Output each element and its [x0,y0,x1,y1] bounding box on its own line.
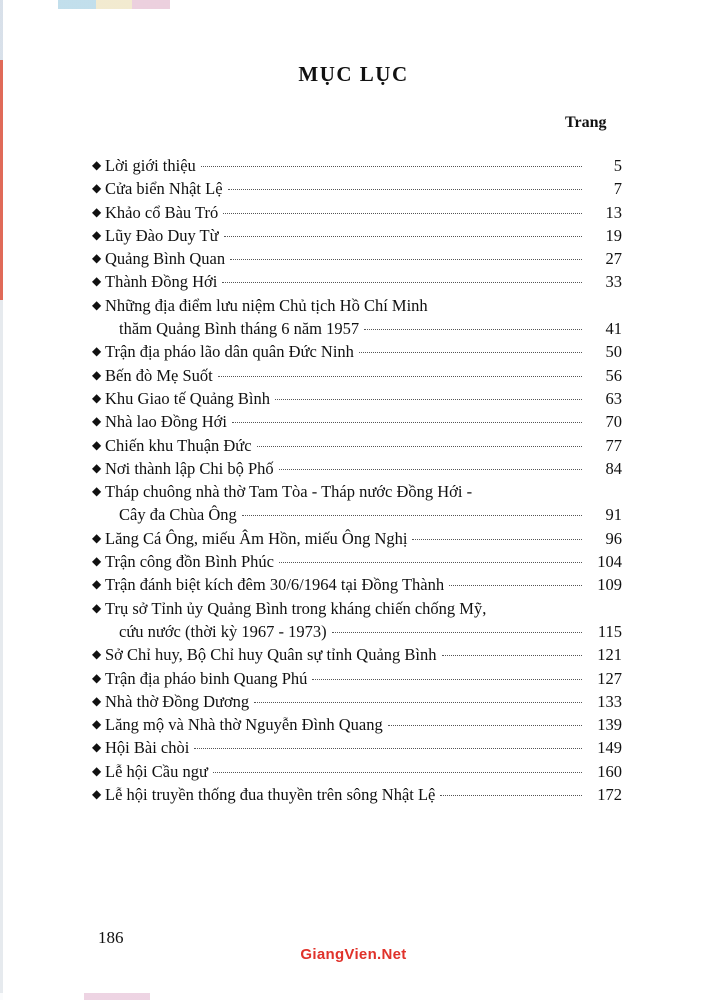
bullet-icon: ◆ [92,204,102,219]
toc-entry-title: Bến đò Mẹ Suốt [105,365,213,385]
bullet-icon: ◆ [92,787,102,802]
leader-dots [332,632,582,633]
toc-entry-page-number: 84 [605,458,622,478]
toc-entry-page-number: 109 [597,575,622,595]
bullet-icon: ◆ [92,460,102,475]
bullet-icon: ◆ [92,414,102,429]
toc-entry-row[interactable] [92,202,622,222]
toc-entry-title: Trận địa pháo lão dân quân Đức Ninh [105,342,354,362]
toc-entry-row[interactable] [92,225,622,245]
toc-entry-row[interactable] [92,787,622,804]
toc-entry-page-number: 50 [605,342,622,362]
toc-entry-page-number: 133 [597,691,622,711]
toc-entry-page-number: 172 [597,785,622,805]
toc-entry-row[interactable] [92,717,622,734]
bullet-icon: ◆ [92,554,102,569]
leader-dots [194,748,582,749]
leader-dots [242,515,582,516]
toc-entry-page-number: 41 [605,319,622,339]
toc-entry-title: Nhà lao Đồng Hới [105,412,227,432]
leader-dots [230,259,582,260]
watermark: GiangVien.Net [300,946,407,963]
leader-dots [442,655,583,656]
leader-dots [257,446,582,447]
leader-dots [223,213,582,214]
leader-dots [359,352,582,353]
toc-entry-page-number: 27 [605,249,622,269]
toc-entry-page-number: 160 [597,761,622,781]
leader-dots [201,166,582,167]
bullet-icon: ◆ [92,717,102,732]
toc-entry-page-number: 13 [605,202,622,222]
toc-entry-row[interactable] [92,668,622,688]
leader-dots [440,795,582,796]
toc-entry-page-number: 104 [597,552,622,572]
toc-entry-page-number: 77 [605,435,622,455]
bullet-icon: ◆ [92,251,102,266]
toc-entry-row[interactable] [92,621,622,641]
toc-entry-page-number: 139 [597,715,622,735]
toc-entry-row[interactable] [92,740,622,757]
toc-entry-title: Hội Bài chòi [105,738,190,758]
toc-entry-title: Khảo cổ Bàu Tró [105,202,219,222]
bullet-icon: ◆ [92,297,102,312]
column-header-page-number: Trang [565,114,607,131]
leader-dots [222,282,582,283]
bullet-icon: ◆ [92,647,102,662]
toc-entry-title: thăm Quảng Bình tháng 6 năm 1957 [119,319,360,339]
bullet-icon: ◆ [92,530,102,545]
toc-entry-title: Quảng Bình Quan [105,249,226,269]
table-of-contents [92,158,622,810]
toc-entry-row[interactable] [92,577,622,594]
toc-entry-title: Cửa biển Nhật Lệ [105,179,223,199]
toc-entry-row[interactable] [92,484,622,501]
toc-entry-page-number: 19 [605,225,622,245]
toc-entry-page-number: 127 [597,668,622,688]
bullet-icon: ◆ [92,670,102,685]
toc-entry-title: Trụ sở Tỉnh ủy Quảng Bình trong kháng chiến chống Mỹ, [105,598,487,618]
toc-entry-row[interactable] [92,321,622,338]
toc-entry-title: Lễ hội truyền thống đua thuyền trên sông Nhật Lệ [105,785,436,805]
leader-dots [364,329,582,330]
toc-entry-title: Những địa điểm lưu niệm Chủ tịch Hồ Chí Minh [105,295,428,315]
toc-entry-row[interactable] [92,274,622,291]
toc-entry-title: cứu nước (thời kỳ 1967 - 1973) [119,621,327,641]
leader-dots [218,376,582,377]
toc-entry-row[interactable] [92,507,622,524]
toc-entry-row[interactable] [92,691,622,711]
toc-entry-row[interactable] [92,365,622,385]
bullet-icon: ◆ [92,600,102,615]
bullet-icon: ◆ [92,367,102,382]
toc-entry-title: Lăng mộ và Nhà thờ Nguyễn Đình Quang [105,715,383,735]
toc-entry-title: Lũy Đào Duy Từ [105,225,219,245]
toc-entry-row[interactable] [92,344,622,361]
leader-dots [254,702,582,703]
toc-entry-row[interactable] [92,414,622,431]
toc-entry-title: Cây đa Chùa Ông [119,505,237,525]
toc-entry-row[interactable] [92,528,622,548]
toc-entry-title: Lời giới thiệu [105,156,196,175]
toc-entry-row[interactable] [92,435,622,455]
toc-entry-title: Khu Giao tế Quảng Bình [105,388,270,408]
toc-entry-page-number: 56 [605,365,622,385]
leader-dots [449,585,582,586]
bullet-icon: ◆ [92,484,102,499]
toc-entry-title: Chiến khu Thuận Đức [105,435,252,455]
bullet-icon: ◆ [92,274,102,289]
bullet-icon: ◆ [92,763,102,778]
bullet-icon: ◆ [92,390,102,405]
toc-entry-title: Lăng Cá Ông, miếu Âm Hồn, miếu Ông Nghị [105,528,408,548]
leader-dots [275,399,582,400]
toc-entry-title: Lễ hội Cầu ngư [105,761,208,781]
toc-entry-title: Trận đánh biệt kích đêm 30/6/1964 tại Đồng Thành [105,575,445,595]
leader-dots [388,725,582,726]
toc-entry-row[interactable] [92,181,622,198]
leader-dots [224,236,582,237]
bullet-icon: ◆ [92,693,102,708]
toc-entry-title: Trận công đồn Bình Phúc [105,552,274,572]
toc-entry-title: Tháp chuông nhà thờ Tam Tòa - Tháp nước Đồng Hới - [105,482,473,502]
toc-entry-title: Nơi thành lập Chi bộ Phố [105,458,274,478]
bullet-icon: ◆ [92,437,102,452]
leader-dots [279,469,582,470]
toc-entry-page-number: 91 [605,505,622,525]
leader-dots [232,422,582,423]
leader-dots [412,539,582,540]
bullet-icon: ◆ [92,740,102,755]
leader-dots [213,772,582,773]
bullet-icon: ◆ [92,577,102,592]
toc-entry-row[interactable] [92,388,622,408]
toc-entry-page-number: 121 [597,645,622,665]
toc-entry-row[interactable] [92,554,622,571]
toc-entry-page-number: 70 [605,412,622,432]
bullet-icon: ◆ [92,158,102,172]
toc-entry-title: Nhà thờ Đồng Dương [105,691,250,711]
toc-entry-page-number: 149 [597,738,622,758]
toc-entry-title: Trận địa pháo binh Quang Phú [105,668,308,688]
bullet-icon: ◆ [92,181,102,196]
toc-entry-row[interactable] [92,295,622,315]
toc-entry-page-number: 5 [613,156,622,175]
toc-entry-row[interactable] [92,158,622,175]
page-title: MỤC LỤC [298,62,409,86]
toc-entry-row[interactable] [92,761,622,781]
toc-entry-page-number: 33 [605,272,622,292]
toc-entry-page-number: 63 [605,388,622,408]
toc-entry-title: Sở Chỉ huy, Bộ Chỉ huy Quân sự tỉnh Quảng Bình [105,645,437,665]
toc-entry-row[interactable] [92,647,622,664]
folio-number: 186 [98,928,124,947]
toc-entry-row[interactable] [92,458,622,478]
leader-dots [312,679,582,680]
toc-entry-row[interactable] [92,598,622,618]
toc-entry-page-number: 7 [613,179,622,199]
toc-entry-row[interactable] [92,251,622,268]
toc-entry-title: Thành Đồng Hới [105,272,218,292]
bullet-icon: ◆ [92,227,102,242]
toc-entry-page-number: 115 [597,621,622,641]
leader-dots [228,189,582,190]
bullet-icon: ◆ [92,344,102,359]
toc-entry-page-number: 96 [605,528,622,548]
leader-dots [279,562,582,563]
